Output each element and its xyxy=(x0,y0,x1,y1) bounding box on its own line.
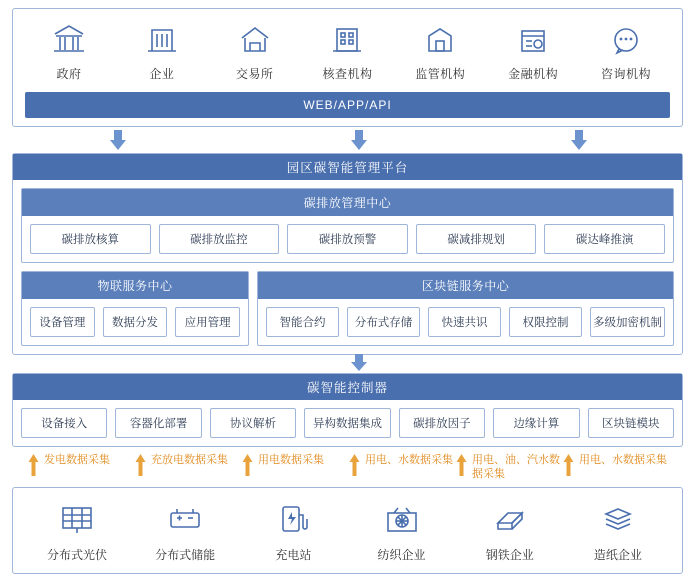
up-arrow-icon xyxy=(456,454,467,476)
down-arrow-icon xyxy=(348,354,370,376)
controller-chips xyxy=(13,400,682,438)
stakeholder-item xyxy=(118,19,206,82)
chip-carbon-alert[interactable]: 碳排放预警 xyxy=(287,224,408,254)
platform-sub-centers xyxy=(21,271,674,346)
carbon-center-title: 碳排放管理中心 xyxy=(22,189,673,216)
source-item xyxy=(568,500,668,563)
controller-title: 碳智能控制器 xyxy=(13,374,682,400)
chip-access-control[interactable]: 权限控制 xyxy=(509,307,582,337)
collection-label: 用电、油、汽水数据采集 xyxy=(472,454,560,480)
down-arrow-icon xyxy=(107,129,129,151)
carbon-center-chips xyxy=(22,216,673,262)
stakeholder-item xyxy=(211,19,299,82)
energy-sources-row xyxy=(19,500,676,563)
chip-smart-contract[interactable]: 智能合约 xyxy=(266,307,339,337)
energy-sources-panel xyxy=(12,487,683,574)
controller-panel xyxy=(12,373,683,447)
chip-protocol-parsing[interactable]: 协议解析 xyxy=(210,408,296,438)
stakeholder-label: 交易所 xyxy=(235,67,274,81)
chip-carbon-emission-factor[interactable]: 碳排放因子 xyxy=(399,408,485,438)
down-arrow-icon xyxy=(568,129,590,151)
stakeholder-label: 监管机构 xyxy=(415,67,466,81)
up-arrow-icon xyxy=(349,454,360,476)
battery-storage-icon xyxy=(162,500,208,538)
chip-edge-computing[interactable]: 边缘计算 xyxy=(493,408,579,438)
chip-multilevel-encryption[interactable]: 多级加密机制 xyxy=(590,307,665,337)
source-item xyxy=(460,500,560,563)
textile-factory-icon xyxy=(379,500,425,538)
blockchain-center-title: 区块链服务中心 xyxy=(258,272,673,299)
arrows-to-platform xyxy=(12,127,683,153)
down-arrow-icon xyxy=(348,129,370,151)
carbon-management-center xyxy=(21,188,674,263)
blockchain-center-chips xyxy=(258,299,673,345)
stakeholder-item xyxy=(25,19,113,82)
exchange-house-icon xyxy=(234,19,276,59)
ev-charging-station-icon xyxy=(270,500,316,538)
collection-label: 用电、水数据采集 xyxy=(579,454,667,466)
up-arrow-icon xyxy=(135,454,146,476)
chip-carbon-monitoring[interactable]: 碳排放监控 xyxy=(159,224,280,254)
chip-fast-consensus[interactable]: 快速共识 xyxy=(428,307,501,337)
stakeholder-item xyxy=(396,19,484,82)
stakeholder-label: 核查机构 xyxy=(322,67,373,81)
company-building-icon xyxy=(141,19,183,59)
chip-device-management[interactable]: 设备管理 xyxy=(30,307,95,337)
consulting-chat-icon xyxy=(605,19,647,59)
collection-label: 发电数据采集 xyxy=(44,454,110,466)
collection-item xyxy=(28,453,132,483)
stakeholder-label: 金融机构 xyxy=(508,67,559,81)
stakeholder-item xyxy=(303,19,391,82)
chip-carbon-accounting[interactable]: 碳排放核算 xyxy=(30,224,151,254)
finance-building-icon xyxy=(512,19,554,59)
channel-bar: WEB/APP/API xyxy=(25,92,670,118)
data-collection-row xyxy=(12,447,683,487)
steel-plant-icon xyxy=(487,500,533,538)
collection-label: 用电、水数据采集 xyxy=(365,454,453,466)
arrows-to-controller xyxy=(12,355,683,373)
stakeholders-row xyxy=(19,19,676,82)
chip-heterogeneous-data-integration[interactable]: 异构数据集成 xyxy=(304,408,390,438)
chip-data-distribution[interactable]: 数据分发 xyxy=(103,307,168,337)
collection-label: 充放电数据采集 xyxy=(151,454,228,466)
collection-item xyxy=(563,453,667,483)
up-arrow-icon xyxy=(242,454,253,476)
chip-containerized-deployment[interactable]: 容器化部署 xyxy=(115,408,201,438)
chip-device-access[interactable]: 设备接入 xyxy=(21,408,107,438)
source-item xyxy=(243,500,343,563)
stakeholder-label: 政府 xyxy=(56,67,82,81)
stakeholder-label: 咨询机构 xyxy=(600,67,651,81)
platform-title: 园区碳智能管理平台 xyxy=(13,154,682,180)
chip-distributed-storage[interactable]: 分布式存储 xyxy=(347,307,420,337)
collection-item xyxy=(456,453,560,483)
source-label: 造纸企业 xyxy=(593,548,642,562)
chip-application-management[interactable]: 应用管理 xyxy=(175,307,240,337)
paper-mill-icon xyxy=(595,500,641,538)
chip-carbon-reduction-plan[interactable]: 碳减排规划 xyxy=(416,224,537,254)
stakeholder-label: 企业 xyxy=(149,67,175,81)
stakeholder-item xyxy=(489,19,577,82)
solar-panel-icon xyxy=(54,500,100,538)
stakeholders-panel xyxy=(12,8,683,127)
iot-center-title: 物联服务中心 xyxy=(22,272,248,299)
collection-item xyxy=(135,453,239,483)
collection-label: 用电数据采集 xyxy=(258,454,324,466)
platform-panel xyxy=(12,153,683,355)
source-label: 充电站 xyxy=(275,548,312,562)
source-label: 分布式储能 xyxy=(155,548,216,562)
source-item xyxy=(27,500,127,563)
up-arrow-icon xyxy=(28,454,39,476)
verification-building-icon xyxy=(326,19,368,59)
chip-blockchain-module[interactable]: 区块链模块 xyxy=(588,408,674,438)
source-item xyxy=(135,500,235,563)
source-label: 分布式光伏 xyxy=(46,548,107,562)
blockchain-service-center xyxy=(257,271,674,346)
source-label: 纺织企业 xyxy=(377,548,426,562)
up-arrow-icon xyxy=(563,454,574,476)
source-item xyxy=(352,500,452,563)
iot-center-chips xyxy=(22,299,248,345)
stakeholder-item xyxy=(582,19,670,82)
iot-service-center xyxy=(21,271,249,346)
collection-item xyxy=(242,453,346,483)
government-bank-icon xyxy=(48,19,90,59)
regulator-building-icon xyxy=(419,19,461,59)
chip-carbon-peak-simulation[interactable]: 碳达峰推演 xyxy=(544,224,665,254)
collection-item xyxy=(349,453,453,483)
source-label: 钢铁企业 xyxy=(485,548,534,562)
